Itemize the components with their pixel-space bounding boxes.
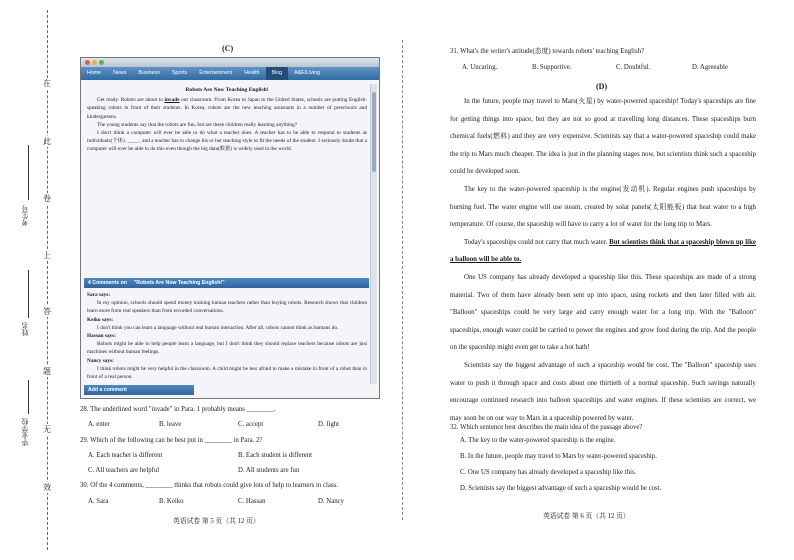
comment-text: In my opinion, schools should spend money training human teachers rather than buying robots. Research shows that children learn more from real speakers than from recorded conversations. [87,300,367,315]
q30-option-a[interactable]: A. Sara [88,498,109,505]
text-run: Get ready. Robots are about to [97,97,165,104]
article-paragraph: The young students say that the robots are fun, but are these children really learning anything? [97,121,298,128]
passage-paragraph [450,234,756,269]
page-separator [402,40,403,520]
nav-news[interactable]: News [113,70,127,76]
q32-option-a[interactable]: A. The key to the water-powered spaceship is the engine. [460,437,616,444]
section-d-title: (D) [596,82,608,91]
underlined-sentence: But scientists think that a spaceship blown up like a balloon will be able to. [450,238,756,264]
scrollbar[interactable] [370,84,377,384]
article-title: Robots Are Now Teaching English! [185,87,269,93]
question-30: 30. Of the 4 comments, ________ thinks that robots could give lots of help to learners in class. [80,482,338,489]
blog-browser-window [80,57,380,399]
underlined-word: invade [164,97,180,104]
article-paragraph [87,96,367,121]
q30-option-d[interactable]: D. Nancy [318,498,345,505]
question-29: 29. Which of the following can be best put in ________ in Para. 2? [80,437,263,444]
seal-char: 无 [40,424,54,435]
q32-option-d[interactable]: D. Scientists say the biggest advantage of such a spaceship would be cost. [460,485,662,492]
seal-char: 上 [40,250,54,261]
q31-option-b[interactable]: B. Supportive. [532,64,572,71]
passage-paragraph: One US company has already developed a spaceship like this. These spaceships are made of a strong material. Two of them have already been sent up into space, using rockets and then later filled with air. "Balloon" spaceships could be very large and carry enough water for a long trip. With the "Balloon" spaceships, enough water could be carried to power the engines and grow food during the trip. And the people on the spaceship might even get to take a hot bath! [450,273,756,352]
question-28: 28. The underlined word "invade" in Para. 1 probably means ________. [80,406,276,413]
nav-home[interactable]: Home [87,70,102,76]
seal-char: 此 [40,136,54,147]
nav-business[interactable]: Business [138,70,160,76]
binding-margin [0,0,70,560]
q29-option-d[interactable]: D. All students are fun [238,467,300,474]
q29-option-c[interactable]: C. All teachers are helpful [88,467,160,474]
seal-char: 答 [40,306,54,317]
scrollbar-thumb[interactable] [372,92,376,172]
maximize-dot-icon[interactable] [99,60,104,65]
close-dot-icon[interactable] [85,60,90,65]
nav-ae-living[interactable]: A&E/Living [294,70,321,76]
passage-paragraph: The key to the water-powered spaceship is the engine(发动机). Regular engines push spaceships by burning fuel. The water engine will use steam, created by solar panels(太阳能板) that heat water to a high temperature. Of course, the spaceship will have to carry a lot of water for the long trip to Mars. [450,185,756,229]
q32-option-c[interactable]: C. One US company has already developed a spaceship like this. [460,469,637,476]
comment-text: I think robots might be very helpful in the classroom. A child might be less afraid to make a mistake in front of a robot than in front of a real person. [87,365,367,381]
add-comment-button[interactable] [84,385,194,395]
seal-char: 在 [40,78,54,89]
nav-blog[interactable]: Blog [266,67,289,80]
comments-title: "Robots Are Now Teaching English!" [133,280,225,286]
comments-list [87,291,367,381]
field-label-name: 姓名 [21,322,29,336]
passage-paragraph: Scientists say the biggest advantage of such a spaceship would be cost. The "Balloon" spaceship uses water to push it through space and costs about one thirtieth of a normal spaceship. Such savings naturally encourage continued research into balloon spaceships and water engines. If these scientists are correct, we may soon be on our way to Mars in a spaceship powered by water. [450,361,756,422]
add-comment-label: Add a comment [88,387,127,393]
q29-option-a[interactable]: A. Each teacher is different [88,452,163,459]
seal-char: 卷 [40,193,54,204]
field-label-exam-number: 考生号 [21,205,29,226]
comment-text: Robots might be able to help people learn a language, but I don't think they should replace teachers because robots are just machines without human feelings. [87,341,367,356]
seal-char: 效 [40,482,54,493]
comment-text: I don't think you can learn a language without real human interaction. After all, robots cannot think as humans do. [97,324,339,331]
site-nav [81,67,379,80]
q30-option-c[interactable]: C. Hassan [238,498,266,505]
q31-option-a[interactable]: A. Uncaring. [462,64,498,71]
q28-option-b[interactable]: B. leave [159,421,182,428]
q28-option-a[interactable]: A. enter [88,421,110,428]
article-paragraph: I don't think a computer will ever be able to do what a teacher does. A teacher has to be able to respond to students as individuals(个体). ____ , and a teacher has to change his or her teaching style to fit the needs of the student. I seriously doubt that a computer will ever be able to do this even though the big data(数据) is widely used in the world. [87,130,367,153]
question-31: 31. What's the writer's attitude(态度) towards robots' teaching English? [450,48,645,55]
q30-option-b[interactable]: B. Keiko [159,498,184,505]
blog-article [87,86,367,154]
nav-sports[interactable]: Sports [171,70,188,76]
q31-option-d[interactable]: D. Agreeable [692,64,728,71]
field-label-school: 毕业学校 [21,418,29,446]
question-32: 32. Which sentence best describes the main idea of the passage above? [450,424,643,431]
minimize-dot-icon[interactable] [92,60,97,65]
q32-option-b[interactable]: B. In the future, people may travel to Mars by water-powered spaceship. [460,453,657,460]
q28-option-d[interactable]: D. fight [318,421,340,428]
comment-author: Hassan says: [87,333,116,340]
nav-health[interactable]: Health [244,70,260,76]
passage-d [450,93,756,427]
field-line[interactable] [28,380,29,414]
text-run: Today's spaceships could not carry that much water. [464,238,610,246]
comment-author: Keiko says: [87,316,114,323]
comments-header [84,278,369,288]
comment-author: Sara says: [87,292,111,298]
q28-option-c[interactable]: C. accept [238,421,264,428]
q29-option-b[interactable]: B. Each student is different [238,452,313,459]
browser-titlebar [81,58,379,67]
q31-option-c[interactable]: C. Doubtful. [616,64,651,71]
nav-entertainment[interactable]: Entertainment [199,70,233,76]
field-line[interactable] [28,270,29,318]
comments-count: 4 Comments on [88,280,127,286]
seal-line [47,10,48,550]
text-run: our classroom. From Korea to Japan to the United States, schools are putting English-speaking robots in front of their students. In Korea, robots are the new teaching assistants in a number of preschools and kindergartens. [87,97,367,120]
field-line[interactable] [28,145,29,200]
page-footer-left: 英语试卷 第 5 页（共 12 页） [173,518,260,525]
section-c-title: (C) [222,44,234,53]
comment-author: Nancy says: [87,357,114,364]
seal-char: 题 [40,366,54,377]
passage-paragraph: In the future, people may travel to Mars(火星) by water-powered spaceship! Today's spaceships are fine for getting things into space, but they are not so good at travelling long distances. These spaceships burn chemical fuels(燃料) and they are very expensive. Scientists say that a water-powered spaceship could make the trip to Mars much cheaper. The idea is just in the planning stages now, but scientists think such a spaceship could be developed soon. [450,98,756,176]
page-footer-right: 英语试卷 第 6 页（共 12 页） [543,513,630,520]
